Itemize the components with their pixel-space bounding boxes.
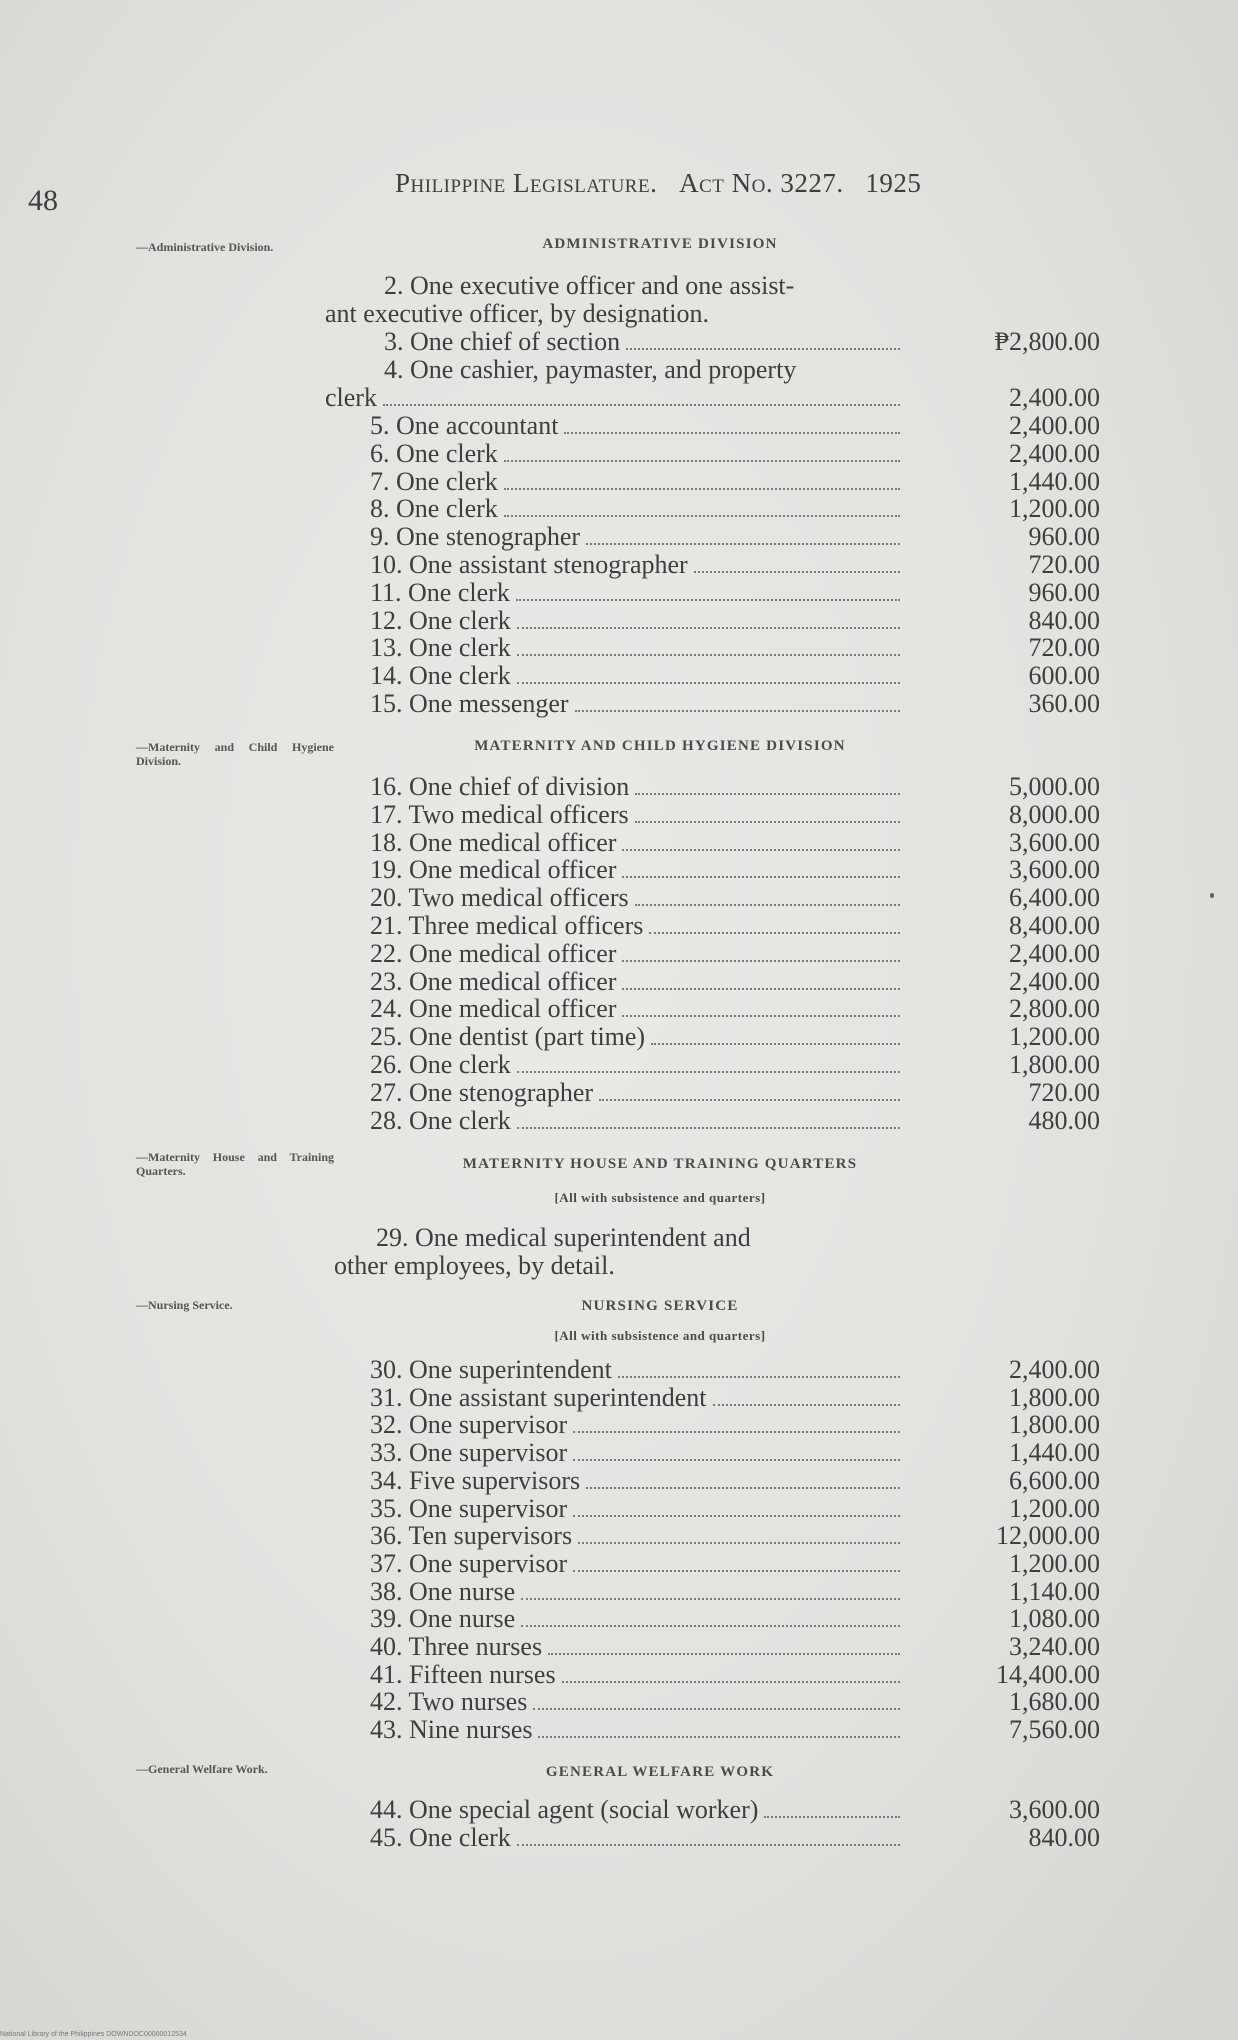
leader-dots [504, 460, 900, 462]
line-item [370, 1107, 904, 1135]
sidenote-nursing: —Nursing Service. [136, 1298, 233, 1312]
line-item [370, 523, 904, 551]
line-item-amount: 6,600.00 [1009, 1465, 1100, 1495]
leader-dots [622, 960, 900, 962]
line-item-amount: 1,800.00 [1009, 1382, 1100, 1412]
line-item [370, 440, 904, 468]
leader-dots [504, 488, 900, 490]
line-item-label: 6. One clerk [370, 438, 498, 468]
header-year: 1925 [865, 168, 922, 198]
line-item-label: 42. Two nurses [370, 1687, 528, 1717]
line-item-label: 9. One stenographer [370, 522, 581, 552]
leader-dots [573, 1515, 900, 1517]
line-item-label: 26. One clerk [370, 1050, 511, 1079]
line-item-amount: 3,600.00 [1009, 827, 1100, 857]
line-item-amount: 1,680.00 [1009, 1687, 1100, 1717]
leader-dots [538, 1736, 900, 1738]
leader-dots [622, 1015, 900, 1017]
line-item-amount: 6,400.00 [1009, 883, 1100, 913]
line-item-label: clerk [325, 383, 377, 412]
line-item [370, 1023, 904, 1051]
sidenote-maternity: —Maternity and Child Hygiene Division. [136, 740, 334, 768]
line-item-amount: 360.00 [1028, 689, 1100, 718]
leader-dots [651, 1043, 900, 1045]
line-item-amount: 8,400.00 [1009, 911, 1100, 940]
line-item-label: 3. One chief of section [384, 327, 621, 356]
heading-administrative: ADMINISTRATIVE DIVISION [542, 236, 778, 252]
line-item-label: 8. One clerk [370, 494, 498, 524]
line-item-amount: 1,800.00 [1009, 1410, 1100, 1440]
leader-dots [504, 515, 900, 517]
leader-dots [635, 904, 900, 906]
line-item-label: 32. One supervisor [370, 1410, 568, 1440]
heading-house: MATERNITY HOUSE AND TRAINING QUARTERS [462, 1156, 858, 1172]
line-item [370, 551, 904, 579]
line-item-amount: 1,140.00 [1009, 1576, 1100, 1606]
line-item-amount: 2,400.00 [1009, 411, 1100, 440]
line-item [370, 829, 904, 857]
item-29-line2: other employees, by detail. [334, 1251, 615, 1280]
line-item-label: 18. One medical officer [370, 827, 617, 857]
leader-dots [517, 1127, 900, 1129]
line-item-amount: 2,400.00 [1009, 938, 1100, 968]
line-item [370, 856, 904, 884]
line-item-amount: 1,440.00 [1009, 1438, 1100, 1468]
line-item-label: 31. One assistant superintendent [370, 1382, 707, 1412]
subnote-house: [All with subsistence and quarters] [554, 1190, 766, 1205]
leader-dots [517, 654, 900, 656]
leader-dots [586, 1487, 900, 1489]
line-item [370, 995, 904, 1023]
line-item-label: 38. One nurse [370, 1576, 516, 1606]
line-item [370, 1495, 904, 1523]
item-29-line1: 29. One medical superintendent and [376, 1223, 751, 1252]
line-item-label: 43. Nine nurses [370, 1715, 533, 1745]
line-item [370, 1079, 904, 1107]
leader-dots [521, 1598, 900, 1600]
paper-speck [1210, 893, 1214, 898]
sidenote-administrative: —Administrative Division. [136, 240, 274, 254]
line-item [370, 1411, 904, 1439]
line-item-label: 24. One medical officer [370, 994, 617, 1024]
line-item [370, 1550, 904, 1578]
leader-dots [622, 988, 900, 990]
line-item-amount: 2,800.00 [1009, 994, 1100, 1024]
line-item [370, 801, 904, 829]
line-item-amount: 8,000.00 [1009, 799, 1100, 829]
running-header [395, 168, 921, 199]
line-item [370, 495, 904, 523]
line-item-amount: 840.00 [1028, 605, 1100, 635]
item-2-line1: 2. One executive officer and one assist- [384, 271, 795, 300]
leader-dots [564, 432, 900, 434]
line-item-amount: 600.00 [1028, 661, 1100, 691]
line-item [370, 968, 904, 996]
leader-dots [562, 1681, 900, 1683]
leader-dots [517, 1844, 900, 1846]
line-item-amount: 2,400.00 [1009, 383, 1100, 412]
line-item-amount: 480.00 [1028, 1105, 1100, 1135]
line-item-amount: 1,800.00 [1009, 1050, 1100, 1079]
line-item [370, 1467, 904, 1495]
line-item-label: 14. One clerk [370, 661, 511, 691]
sidenote-house: —Maternity House and Training Quarters. [136, 1150, 334, 1178]
line-item [370, 634, 904, 662]
sidenote-welfare: —General Welfare Work. [136, 1762, 268, 1776]
line-item-amount: 960.00 [1028, 522, 1100, 552]
line-item-label: 34. Five supervisors [370, 1465, 581, 1495]
line-item-label: 13. One clerk [370, 633, 511, 663]
line-item-amount: 5,000.00 [1009, 772, 1100, 801]
line-item-label: 16. One chief of division [370, 772, 630, 801]
line-item [370, 773, 904, 801]
page-number: 48 [28, 184, 58, 217]
line-item [370, 1605, 904, 1633]
line-item-label: 20. Two medical officers [370, 883, 629, 913]
line-item [370, 1716, 904, 1744]
leader-dots [516, 599, 900, 601]
scan-footer: National Library of the Philippines DOWNDOC00000012534 [0, 2031, 187, 2038]
line-item [370, 1578, 904, 1606]
line-item [370, 1661, 904, 1689]
line-item-label: 27. One stenographer [370, 1077, 594, 1107]
line-item-label: 35. One supervisor [370, 1493, 568, 1523]
line-item-amount: 2,400.00 [1009, 438, 1100, 468]
line-item [370, 940, 904, 968]
line-item-amount: 1,080.00 [1009, 1604, 1100, 1634]
heading-maternity: MATERNITY AND CHILD HYGIENE DIVISION [474, 738, 846, 754]
line-item-label: 10. One assistant stenographer [370, 550, 688, 579]
leader-dots [517, 627, 900, 629]
line-item-label: 37. One supervisor [370, 1548, 568, 1578]
leader-dots [618, 1376, 900, 1378]
line-item [370, 468, 904, 496]
line-item [370, 607, 904, 635]
line-item [370, 1439, 904, 1467]
leader-dots [764, 1816, 900, 1818]
line-item-label: 7. One clerk [370, 466, 498, 496]
header-legislature: Philippine Legislature. [395, 168, 658, 198]
line-item-amount: 1,440.00 [1009, 466, 1100, 496]
line-item-label: 21. Three medical officers [370, 911, 644, 940]
line-item-label: 11. One clerk [370, 577, 510, 607]
line-item [370, 1633, 904, 1661]
leader-dots [533, 1708, 900, 1710]
line-item [370, 1796, 904, 1824]
line-item-label: 23. One medical officer [370, 966, 617, 996]
line-item-label: 36. Ten supervisors [370, 1521, 573, 1551]
leader-dots [635, 821, 900, 823]
subnote-nursing: [All with subsistence and quarters] [554, 1328, 766, 1343]
line-item-amount: 1,200.00 [1009, 1022, 1100, 1052]
line-item [384, 328, 904, 356]
leader-dots [521, 1625, 900, 1627]
line-item-amount: 2,400.00 [1009, 1355, 1100, 1384]
line-item-label: 19. One medical officer [370, 855, 617, 885]
line-item-amount: 3,240.00 [1009, 1632, 1100, 1661]
line-item-label: 22. One medical officer [370, 938, 617, 968]
line-item-label: 33. One supervisor [370, 1438, 568, 1468]
line-item-amount: 720.00 [1028, 1077, 1100, 1107]
line-item-amount: 1,200.00 [1009, 494, 1100, 524]
heading-welfare: GENERAL WELFARE WORK [545, 1764, 775, 1780]
line-item [370, 1522, 904, 1550]
heading-nursing: NURSING SERVICE [581, 1298, 739, 1314]
line-item-label: 28. One clerk [370, 1105, 511, 1135]
line-item-amount: 2,400.00 [1009, 966, 1100, 996]
leader-dots [635, 793, 900, 795]
leader-dots [622, 876, 900, 878]
line-item-label: 30. One superintendent [370, 1355, 612, 1384]
line-item-amount: 14,400.00 [996, 1659, 1100, 1689]
line-item [370, 1688, 904, 1716]
leader-dots [575, 710, 900, 712]
line-item [370, 1384, 904, 1412]
line-item-amount: 960.00 [1028, 577, 1100, 607]
leader-dots [383, 404, 900, 406]
leader-dots [622, 849, 900, 851]
line-item-amount: ₱2,800.00 [994, 327, 1100, 356]
leader-dots [517, 682, 900, 684]
leader-dots [573, 1570, 900, 1572]
line-item-label: 41. Fifteen nurses [370, 1659, 556, 1689]
line-item-amount: 7,560.00 [1009, 1715, 1100, 1745]
line-item-label: 17. Two medical officers [370, 799, 629, 829]
leader-dots [713, 1404, 901, 1406]
line-item [370, 579, 904, 607]
leader-dots [649, 932, 900, 934]
line-item [370, 1051, 904, 1079]
leader-dots [517, 1071, 900, 1073]
leader-dots [694, 571, 900, 573]
line-item-label: 5. One accountant [370, 411, 559, 440]
line-item-amount: 1,200.00 [1009, 1548, 1100, 1578]
leader-dots [599, 1099, 900, 1101]
line-item-label: 12. One clerk [370, 605, 511, 635]
line-item [370, 662, 904, 690]
line-item-label: 25. One dentist (part time) [370, 1022, 646, 1052]
line-item [370, 1356, 904, 1384]
line-item [325, 384, 904, 412]
line-item-label: 44. One special agent (social worker) [370, 1795, 759, 1824]
line-item [370, 884, 904, 912]
leader-dots [586, 543, 900, 545]
line-item-amount: 840.00 [1028, 1823, 1100, 1852]
line-item [370, 1824, 904, 1852]
line-item-amount: 1,200.00 [1009, 1493, 1100, 1523]
line-item [370, 912, 904, 940]
line-item-amount: 3,600.00 [1009, 855, 1100, 885]
line-item-label: 40. Three nurses [370, 1632, 543, 1661]
line-item-label: 39. One nurse [370, 1604, 516, 1634]
header-act: Act No. 3227. [679, 168, 844, 198]
line-item-amount: 720.00 [1028, 550, 1100, 579]
leader-dots [626, 348, 900, 350]
leader-dots [573, 1459, 900, 1461]
line-item-amount: 3,600.00 [1009, 1795, 1100, 1824]
item-4-line1: 4. One cashier, paymaster, and property [384, 355, 797, 384]
line-item-label: 15. One messenger [370, 689, 569, 718]
leader-dots [578, 1542, 900, 1544]
line-item [370, 412, 904, 440]
line-item [370, 690, 904, 718]
line-item-label: 45. One clerk [370, 1823, 511, 1852]
line-item-amount: 12,000.00 [996, 1521, 1100, 1551]
leader-dots [573, 1431, 900, 1433]
item-2-line2: ant executive officer, by designation. [325, 299, 710, 328]
line-item-amount: 720.00 [1028, 633, 1100, 663]
leader-dots [548, 1653, 900, 1655]
